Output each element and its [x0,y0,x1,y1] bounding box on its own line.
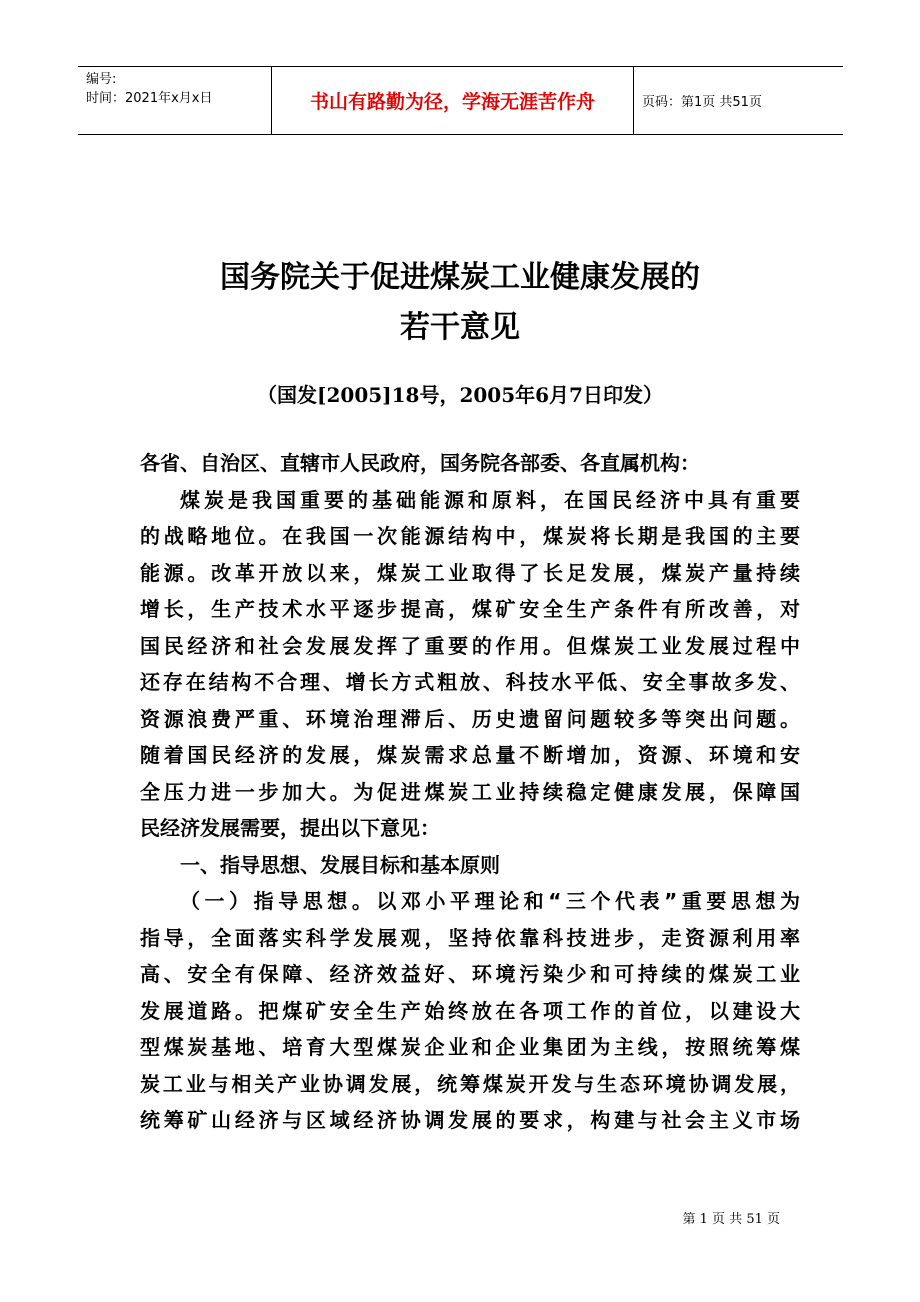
body-line: （一）指导思想。以邓小平理论和“三个代表”重要思想为 [180,889,800,913]
document-number-label: 编号: [86,72,117,87]
header-page-info: 页码：第1页 共51页 [642,95,762,110]
body-line: 型煤炭基地、培育大型煤炭企业和企业集团为主线，按照统筹煤 [140,1035,800,1059]
document-date: 时间：2021年x月x日 [86,91,213,106]
body-line: 还存在结构不合理、增长方式粗放、科技水平低、安全事故多发、 [140,670,800,694]
body-line: 煤炭是我国重要的基础能源和原料，在国民经济中具有重要 [180,487,800,512]
body-line: 民经济发展需要，提出以下意见： [140,816,440,840]
body-line: 资源浪费严重、环境治理滞后、历史遗留问题较多等突出问题。 [140,706,800,731]
body-line: 能源。改革开放以来，煤炭工业取得了长足发展，煤炭产量持续 [140,560,800,585]
body-line: 发展道路。把煤矿安全生产始终放在各项工作的首位，以建设大 [140,998,800,1023]
header-table [78,66,843,135]
body-line: 国民经济和社会发展发挥了重要的作用。但煤炭工业发展过程中 [140,633,800,658]
document-body [140,445,800,1139]
body-line: 的战略地位。在我国一次能源结构中，煤炭将长期是我国的主要 [140,524,800,548]
body-line: 指导，全面落实科学发展观，坚持依靠科技进步，走资源利用率 [140,925,800,950]
body-line: 增长，生产技术水平逐步提高，煤矿安全生产条件有所改善，对 [140,597,800,621]
body-line: 全压力进一步加大。为促进煤炭工业持续稳定健康发展，保障国 [140,779,800,804]
header-motto: 书山有路勤为径，学海无涯苦作舟 [272,67,634,134]
section-heading: 一、指导思想、发展目标和基本原则 [180,852,500,877]
document-subtitle: （国发[2005]18号，2005年6月7日印发） [257,383,663,407]
document-title-line1: 国务院关于促进煤炭工业健康发展的 [220,260,700,295]
body-line: 高、安全有保障、经济效益好、环境污染少和可持续的煤炭工业 [140,962,800,986]
page-footer: 第 1 页 共 51 页 [682,1212,780,1227]
salutation-line: 各省、自治区、直辖市人民政府，国务院各部委、各直属机构： [140,451,700,475]
body-line: 炭工业与相关产业协调发展，统筹煤炭开发与生态环境协调发展， [140,1071,800,1096]
document-title-line2: 若干意见 [400,310,520,345]
body-line: 随着国民经济的发展，煤炭需求总量不断增加，资源、环境和安 [140,743,800,767]
header-meta-cell [78,67,272,134]
body-line: 统筹矿山经济与区域经济协调发展的要求，构建与社会主义市场 [140,1108,800,1132]
